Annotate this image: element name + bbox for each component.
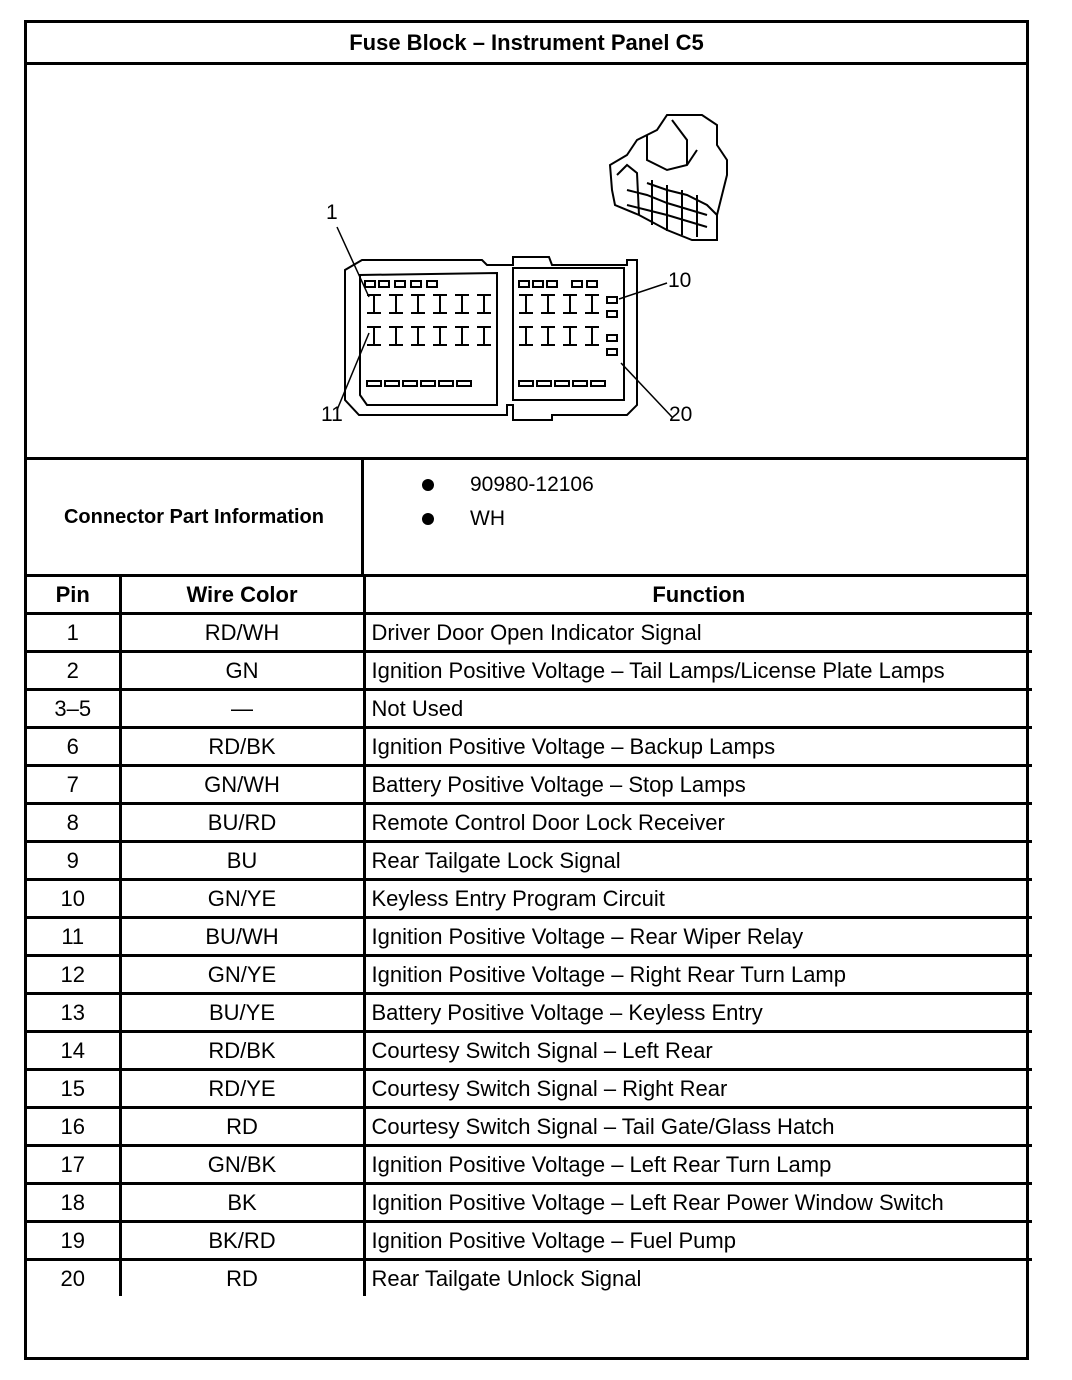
- pin-cell: 8: [27, 804, 120, 842]
- connector-diagram: [27, 65, 1026, 460]
- wire-color-cell: BU/YE: [120, 994, 364, 1032]
- table-row: [27, 766, 1032, 804]
- table-row: [27, 842, 1032, 880]
- wire-color-cell: RD: [120, 1108, 364, 1146]
- pin-cell: 17: [27, 1146, 120, 1184]
- function-cell: Battery Positive Voltage – Stop Lamps: [364, 766, 1032, 804]
- callout-pin-20: 20: [669, 403, 693, 426]
- pin-cell: 14: [27, 1032, 120, 1070]
- function-cell: Ignition Positive Voltage – Left Rear Power Window Switch: [364, 1184, 1032, 1222]
- function-cell: Ignition Positive Voltage – Fuel Pump: [364, 1222, 1032, 1260]
- pin-cell: 20: [27, 1260, 120, 1297]
- wire-color-cell: GN/YE: [120, 880, 364, 918]
- pin-cell: 12: [27, 956, 120, 994]
- wire-color-cell: BU: [120, 842, 364, 880]
- table-row: [27, 1108, 1032, 1146]
- connector-face: [345, 257, 637, 420]
- pin-cell: 15: [27, 1070, 120, 1108]
- terminal-cavities: [367, 295, 599, 345]
- function-cell: Driver Door Open Indicator Signal: [364, 614, 1032, 652]
- part-number: 90980-12106: [470, 473, 594, 496]
- pin-cell: 10: [27, 880, 120, 918]
- pin-cell: 11: [27, 918, 120, 956]
- table-row: [27, 1184, 1032, 1222]
- table-row: [27, 1032, 1032, 1070]
- connector-3d-icon: [610, 115, 727, 240]
- pin-cell: 19: [27, 1222, 120, 1260]
- table-row: [27, 690, 1032, 728]
- function-cell: Courtesy Switch Signal – Right Rear: [364, 1070, 1032, 1108]
- wire-color-cell: RD: [120, 1260, 364, 1297]
- function-cell: Remote Control Door Lock Receiver: [364, 804, 1032, 842]
- connector-drawing: [27, 65, 1026, 457]
- pin-cell: 6: [27, 728, 120, 766]
- wire-color-cell: RD/WH: [120, 614, 364, 652]
- wire-color-cell: BU/RD: [120, 804, 364, 842]
- connector-sheet: [24, 20, 1029, 1360]
- wire-color-cell: —: [120, 690, 364, 728]
- function-cell: Rear Tailgate Lock Signal: [364, 842, 1032, 880]
- connector-color: WH: [470, 507, 505, 530]
- bullet-icon: [422, 513, 434, 525]
- table-row: [27, 728, 1032, 766]
- wire-color-cell: BU/WH: [120, 918, 364, 956]
- header-wire-color: Wire Color: [120, 577, 364, 614]
- bullet-icon: [422, 479, 434, 491]
- wire-color-cell: RD/BK: [120, 1032, 364, 1070]
- function-cell: Courtesy Switch Signal – Left Rear: [364, 1032, 1032, 1070]
- pin-cell: 16: [27, 1108, 120, 1146]
- function-cell: Ignition Positive Voltage – Left Rear Turn Lamp: [364, 1146, 1032, 1184]
- pin-cell: 18: [27, 1184, 120, 1222]
- table-row: [27, 1146, 1032, 1184]
- callout-pin-11: 11: [321, 403, 343, 426]
- table-row: [27, 1260, 1032, 1297]
- function-cell: Not Used: [364, 690, 1032, 728]
- function-cell: Battery Positive Voltage – Keyless Entry: [364, 994, 1032, 1032]
- pin-cell: 1: [27, 614, 120, 652]
- pin-cell: 2: [27, 652, 120, 690]
- wire-color-cell: BK/RD: [120, 1222, 364, 1260]
- wire-color-cell: GN/WH: [120, 766, 364, 804]
- function-cell: Ignition Positive Voltage – Rear Wiper Relay: [364, 918, 1032, 956]
- function-cell: Ignition Positive Voltage – Right Rear Turn Lamp: [364, 956, 1032, 994]
- function-cell: Keyless Entry Program Circuit: [364, 880, 1032, 918]
- table-row: [27, 652, 1032, 690]
- table-row: [27, 880, 1032, 918]
- function-cell: Ignition Positive Voltage – Tail Lamps/License Plate Lamps: [364, 652, 1032, 690]
- wire-color-cell: BK: [120, 1184, 364, 1222]
- pin-cell: 7: [27, 766, 120, 804]
- header-pin: Pin: [27, 577, 120, 614]
- function-cell: Courtesy Switch Signal – Tail Gate/Glass Hatch: [364, 1108, 1032, 1146]
- callout-pin-1: 1: [326, 201, 338, 224]
- table-row: [27, 994, 1032, 1032]
- table-row: [27, 1070, 1032, 1108]
- wire-color-cell: GN: [120, 652, 364, 690]
- function-cell: Ignition Positive Voltage – Backup Lamps: [364, 728, 1032, 766]
- callout-pin-10: 10: [668, 269, 692, 292]
- wire-color-cell: GN/BK: [120, 1146, 364, 1184]
- header-function: Function: [364, 577, 1032, 614]
- table-row: [27, 804, 1032, 842]
- table-header-row: [27, 577, 1032, 614]
- connector-info-label: Connector Part Information: [27, 460, 364, 574]
- pin-cell: 9: [27, 842, 120, 880]
- wire-color-cell: RD/BK: [120, 728, 364, 766]
- connector-info-list: [364, 460, 1026, 574]
- table-row: [27, 1222, 1032, 1260]
- pin-cell: 3–5: [27, 690, 120, 728]
- table-row: [27, 918, 1032, 956]
- pinout-table: [27, 577, 1032, 1296]
- callout-leaders: [337, 227, 672, 417]
- sheet-title: Fuse Block – Instrument Panel C5: [27, 23, 1026, 65]
- wire-color-cell: RD/YE: [120, 1070, 364, 1108]
- pin-cell: 13: [27, 994, 120, 1032]
- connector-info-row: [27, 460, 1026, 577]
- table-row: [27, 614, 1032, 652]
- wire-color-cell: GN/YE: [120, 956, 364, 994]
- table-row: [27, 956, 1032, 994]
- function-cell: Rear Tailgate Unlock Signal: [364, 1260, 1032, 1297]
